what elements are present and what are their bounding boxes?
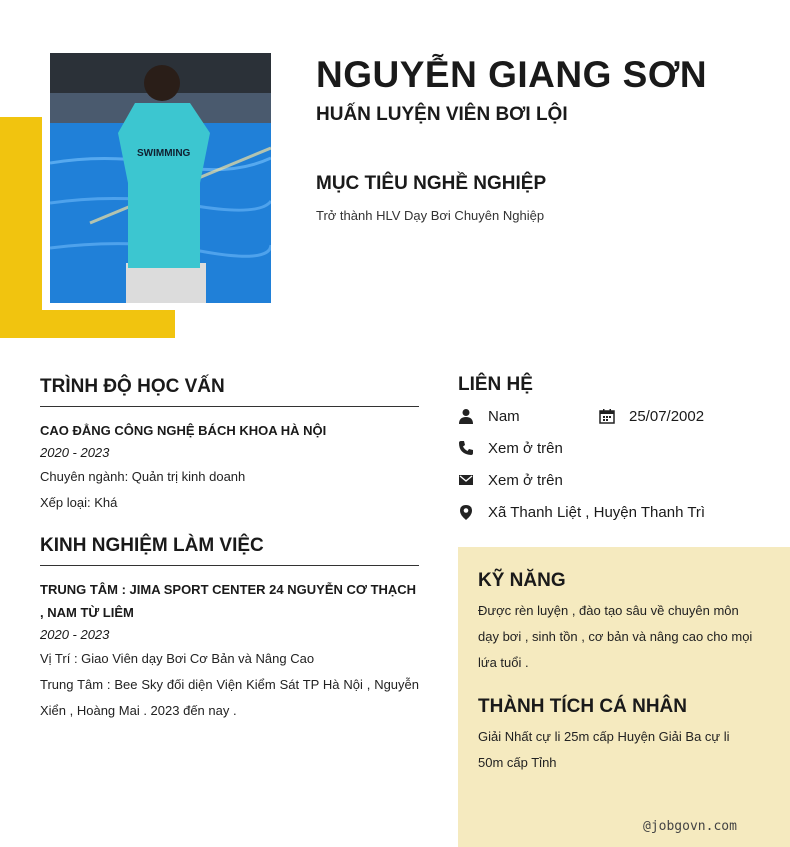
experience-position: Vị Trí : Giao Viên dạy Bơi Cơ Bản và Nâng Cao — [40, 651, 315, 666]
contact-gender-row — [458, 404, 520, 428]
skills-heading: KỸ NĂNG — [478, 570, 566, 591]
objective-heading: MỤC TIÊU NGHỀ NGHIỆP — [316, 173, 547, 194]
contact-phone-row — [458, 436, 563, 460]
experience-years: 2020 - 2023 — [40, 627, 110, 642]
contact-address-row — [458, 500, 705, 524]
education-heading: TRÌNH ĐỘ HỌC VẤN — [40, 376, 225, 397]
education-grade: Xếp loại: Khá — [40, 495, 118, 510]
contact-birthday-row — [599, 404, 704, 428]
experience-divider — [40, 565, 419, 566]
achievements-text: Giải Nhất cự li 25m cấp Huyện Giải Ba cự li 50m cấp Tỉnh — [478, 729, 730, 770]
contact-phone: Xem ở trên — [488, 439, 563, 457]
education-school: CAO ĐẲNG CÔNG NGHỆ BÁCH KHOA HÀ NỘI — [40, 423, 327, 438]
phone-icon — [458, 440, 474, 456]
candidate-role: HUẤN LUYỆN VIÊN BƠI LỘI — [316, 104, 568, 125]
location-icon — [458, 504, 474, 520]
profile-photo — [50, 53, 271, 303]
contact-birthday: 25/07/2002 — [629, 407, 705, 425]
experience-company: TRUNG TÂM : JIMA SPORT CENTER 24 NGUYỄN CƠ THẠCH , NAM TỪ LIÊM — [40, 582, 417, 620]
photo-shirt-text: SWIMMING — [137, 148, 191, 159]
contact-gender: Nam — [488, 407, 520, 425]
contact-heading: LIÊN HỆ — [458, 374, 533, 395]
candidate-name: NGUYỄN GIANG SƠN — [316, 54, 708, 95]
contact-section — [458, 374, 778, 521]
watermark: @jobgovn.com — [643, 819, 737, 834]
skills-text: Được rèn luyện , đào tạo sâu về chuyên môn dạy bơi , sinh tồn , cơ bản và nâng cao cho mọi lứa tuổi . — [478, 603, 753, 670]
objective-text: Trở thành HLV Dạy Bơi Chuyên Nghiệp — [316, 208, 545, 223]
person-icon — [458, 408, 474, 424]
education-major: Chuyên ngành: Quản trị kinh doanh — [40, 469, 246, 484]
mail-icon — [458, 472, 474, 488]
achievements-heading: THÀNH TÍCH CÁ NHÂN — [478, 696, 687, 717]
education-years: 2020 - 2023 — [40, 445, 110, 460]
skills-achievements-panel — [458, 547, 790, 847]
education-section — [40, 376, 419, 516]
calendar-icon — [599, 408, 615, 424]
experience-detail: Trung Tâm : Bee Sky đối diện Viện Kiểm Sát TP Hà Nội , Nguyễn Xiển , Hoàng Mai . 2023 đến nay . — [40, 677, 419, 718]
contact-email-row — [458, 468, 563, 492]
contact-address: Xã Thanh Liệt , Huyện Thanh Trì — [488, 503, 706, 521]
education-divider — [40, 406, 419, 407]
experience-heading: KINH NGHIỆM LÀM VIỆC — [40, 535, 264, 556]
contact-email: Xem ở trên — [488, 471, 563, 489]
experience-section — [40, 535, 419, 724]
